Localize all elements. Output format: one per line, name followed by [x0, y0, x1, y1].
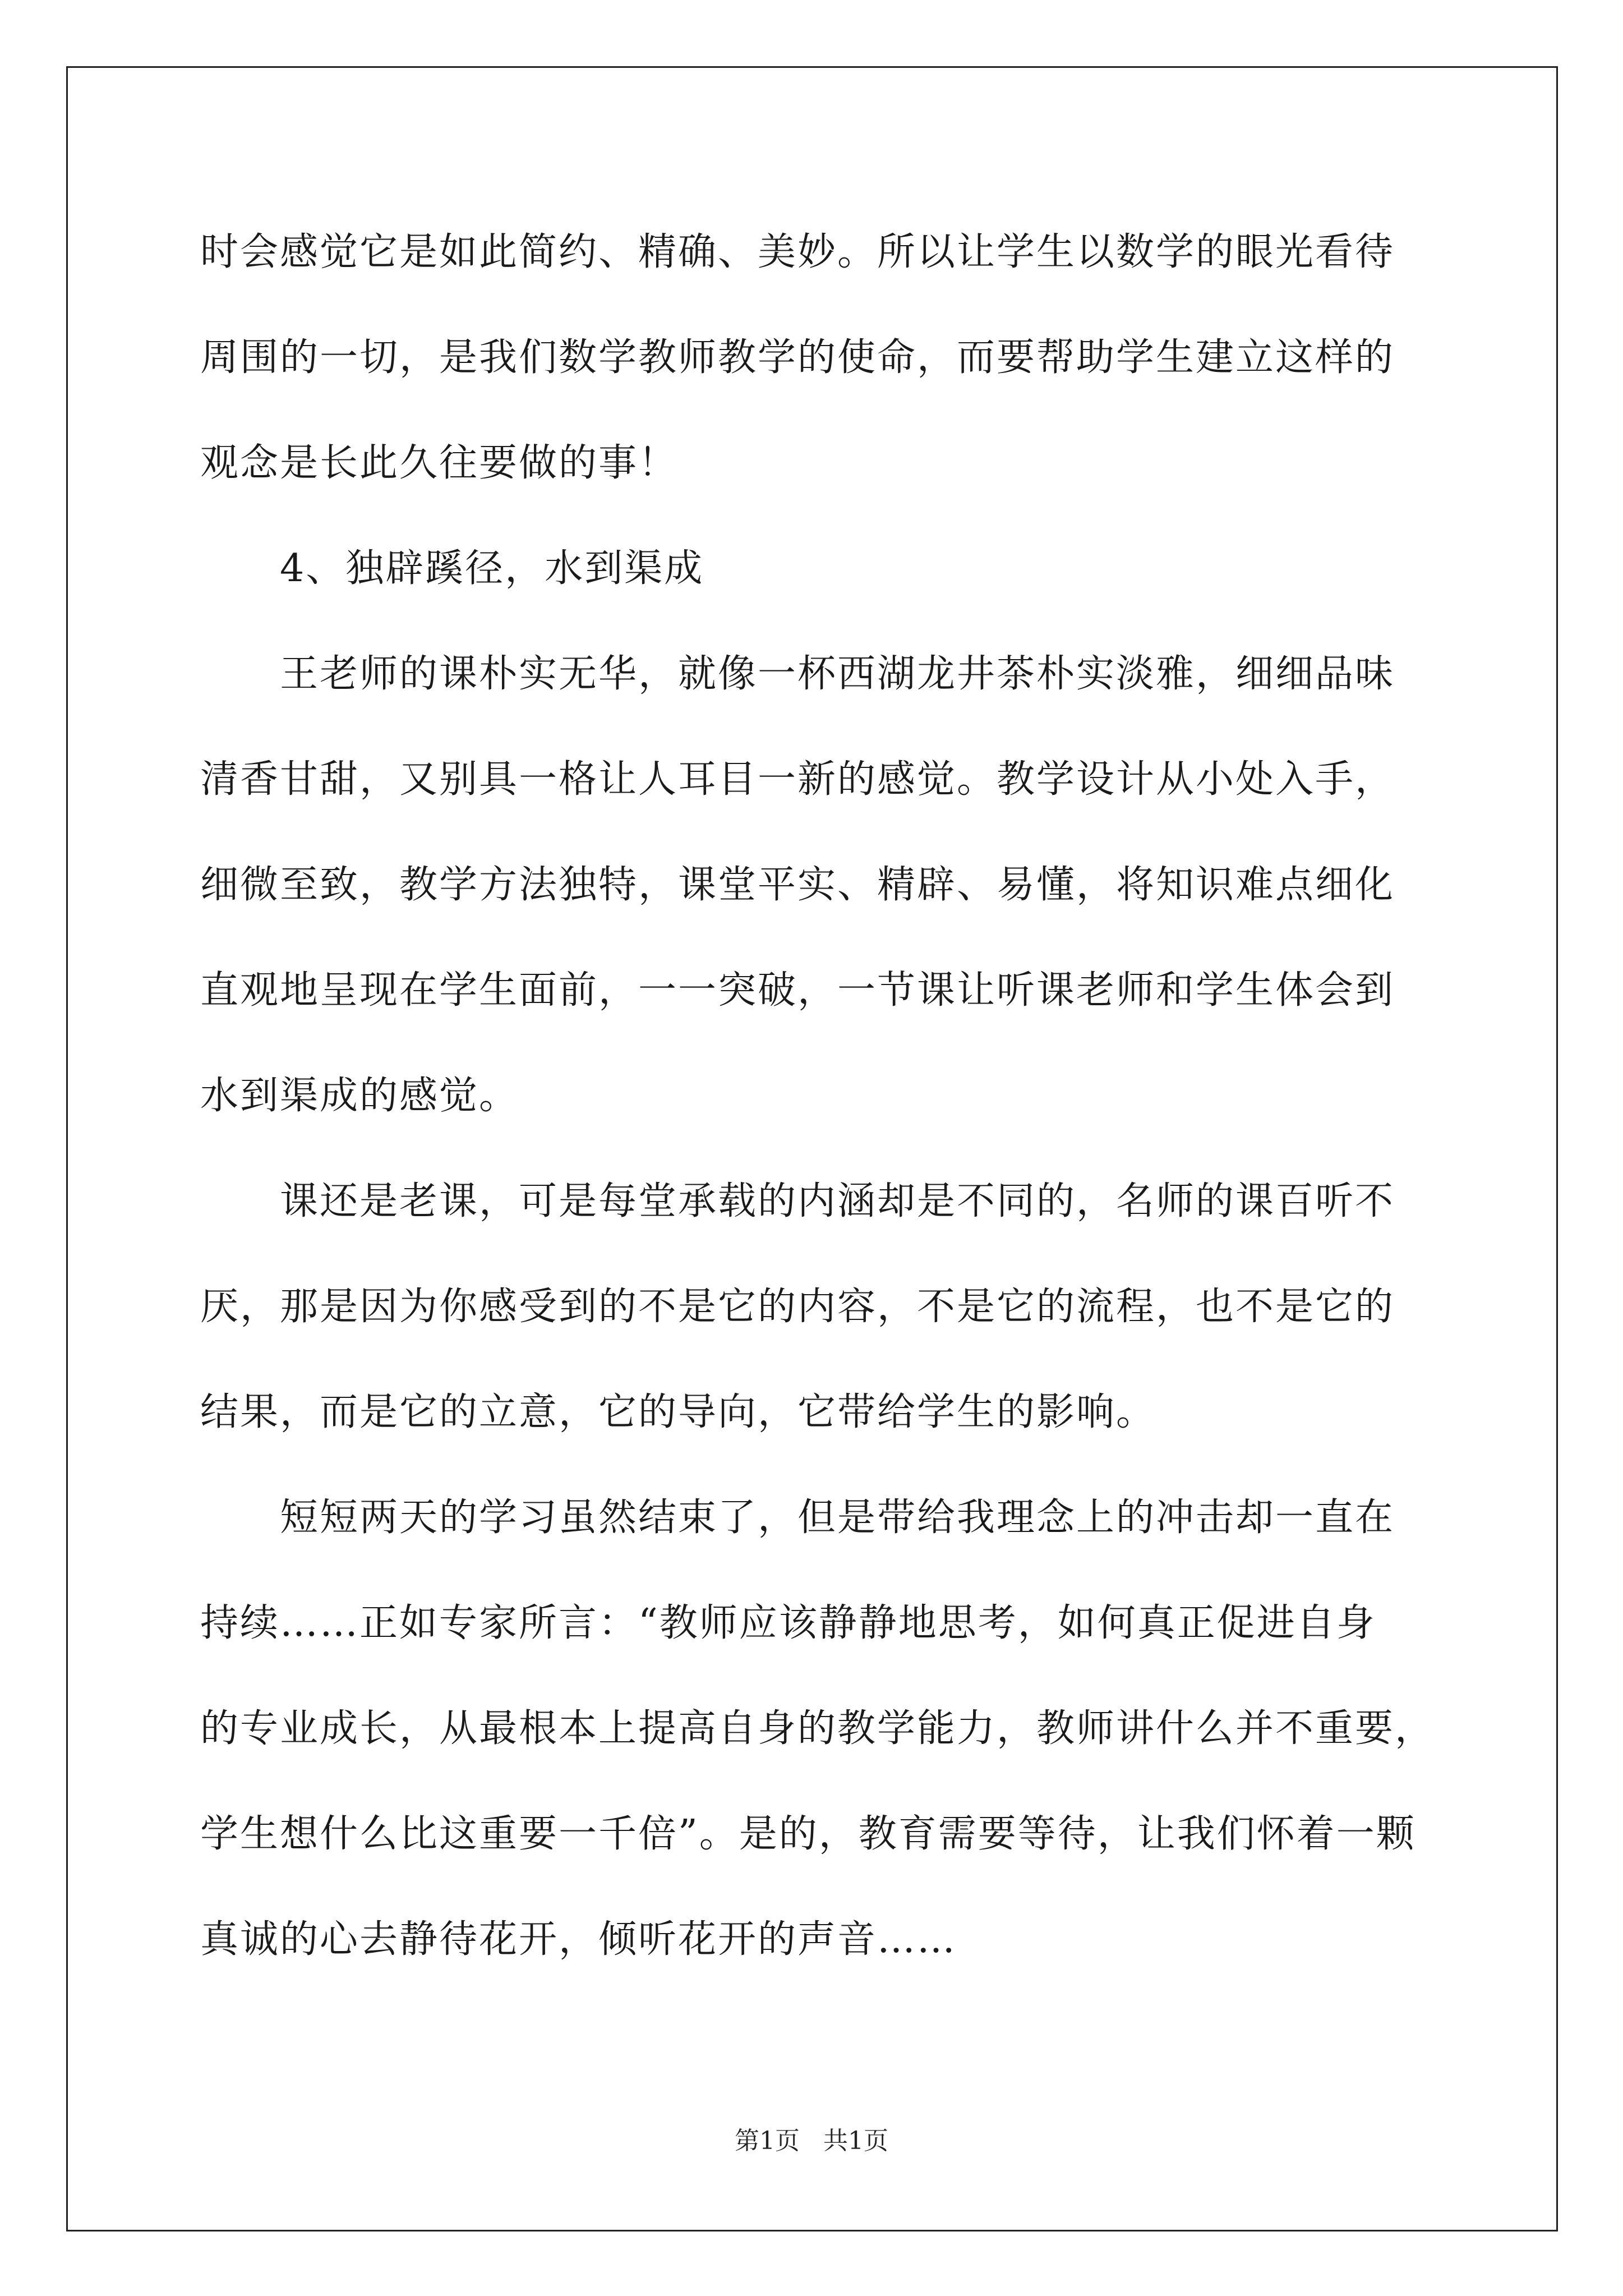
text-line: 真诚的心去静待花开，倾听花开的声音……	[200, 1917, 957, 1962]
page-total: 共1页	[823, 2127, 888, 2155]
text-line: 观念是长此久往要做的事！	[200, 441, 679, 485]
text-line: 持续……正如专家所言：“教师应该静静地思考，如何真正促进自身	[200, 1601, 1376, 1645]
text-line: 课还是老课，可是每堂承载的内涵却是不同的，名师的课百听不	[280, 1179, 1395, 1223]
text-line: 水到渠成的感觉。	[200, 1074, 519, 1118]
text-line: 细微至致，教学方法独特，课堂平实、精辟、易懂，将知识难点细化	[200, 863, 1395, 907]
page-number: 第1页	[735, 2127, 800, 2155]
page-footer	[0, 2120, 1623, 2156]
text-line: 学生想什么比这重要一千倍”。是的，教育需要等待，让我们怀着一颗	[200, 1812, 1416, 1856]
text-line: 厌，那是因为你感受到的不是它的内容，不是它的流程，也不是它的	[200, 1285, 1395, 1329]
text-line: 短短两天的学习虽然结束了，但是带给我理念上的冲击却一直在	[280, 1496, 1395, 1540]
text-line: 结果，而是它的立意，它的导向，它带给学生的影响。	[200, 1390, 1156, 1434]
text-line: 王老师的课朴实无华，就像一杯西湖龙井茶朴实淡雅，细细品味	[280, 652, 1395, 696]
text-line: 直观地呈现在学生面前，一一突破，一节课让听课老师和学生体会到	[200, 968, 1395, 1013]
text-line: 清香甘甜，又别具一格让人耳目一新的感觉。教学设计从小处入手，	[200, 757, 1395, 802]
text-line: 时会感觉它是如此简约、精确、美妙。所以让学生以数学的眼光看待	[200, 230, 1395, 274]
text-line: 周围的一切，是我们数学教师教学的使命，而要帮助学生建立这样的	[200, 335, 1395, 380]
text-line: 的专业成长，从最根本上提高自身的教学能力，教师讲什么并不重要，	[200, 1706, 1435, 1751]
section-heading: 4、独辟蹊径，水到渠成	[280, 546, 704, 591]
